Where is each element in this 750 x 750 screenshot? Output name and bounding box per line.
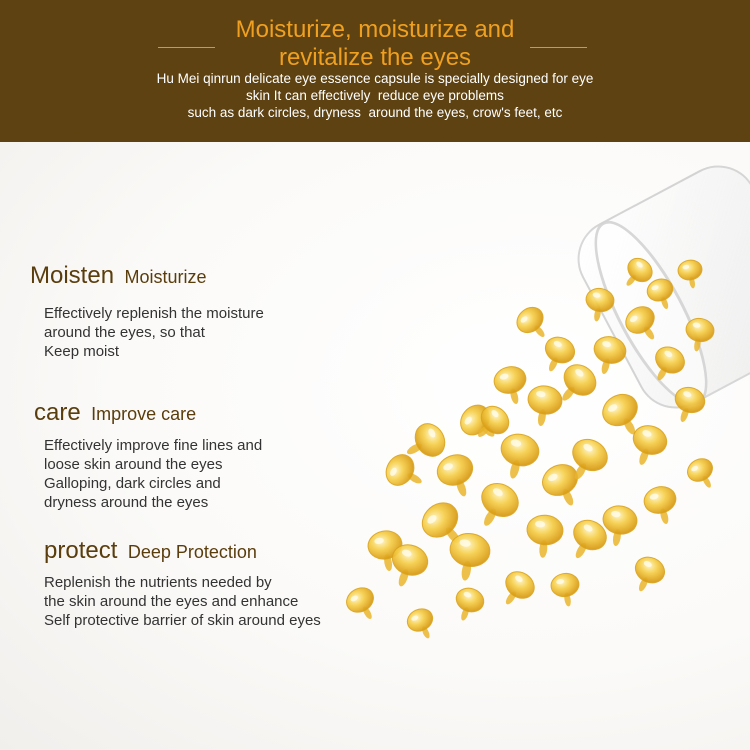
feature-line: dryness around the eyes [44, 494, 209, 511]
feature-word: care [34, 399, 81, 426]
feature-line: the skin around the eyes and enhance [44, 593, 299, 610]
feature-title [34, 399, 196, 427]
feature-body [44, 436, 262, 512]
feature-line: loose skin around the eyes [44, 456, 223, 473]
feature-subtitle: Improve care [91, 404, 197, 424]
feature-title [30, 262, 207, 290]
feature-line: Replenish the nutrients needed by [44, 574, 272, 591]
feature-line: Self protective barrier of skin around eyes [44, 612, 321, 629]
description-line: such as dark circles, dryness around the eyes, crow's feet, etc [187, 105, 563, 120]
description-line: Hu Mei qinrun delicate eye essence capsule is specially designed for eye [156, 71, 594, 86]
feature-subtitle: Deep Protection [127, 542, 257, 562]
headline-line: revitalize the eyes [278, 44, 472, 71]
feature-body [44, 304, 264, 361]
feature-word: Moisten [30, 262, 115, 289]
headline-line: Moisturize, moisturize and [235, 16, 515, 43]
feature-title [44, 537, 257, 565]
feature-word: protect [44, 537, 118, 564]
description-line: skin It can effectively reduce eye problems [246, 88, 504, 103]
feature-line: Keep moist [44, 343, 120, 360]
feature-line: Galloping, dark circles and [44, 475, 221, 492]
feature-line: Effectively replenish the moisture [44, 305, 264, 322]
feature-line: around the eyes, so that [44, 324, 205, 341]
feature-subtitle: Moisturize [124, 267, 207, 287]
feature-line: Effectively improve fine lines and [44, 437, 263, 454]
feature-body [44, 573, 321, 630]
